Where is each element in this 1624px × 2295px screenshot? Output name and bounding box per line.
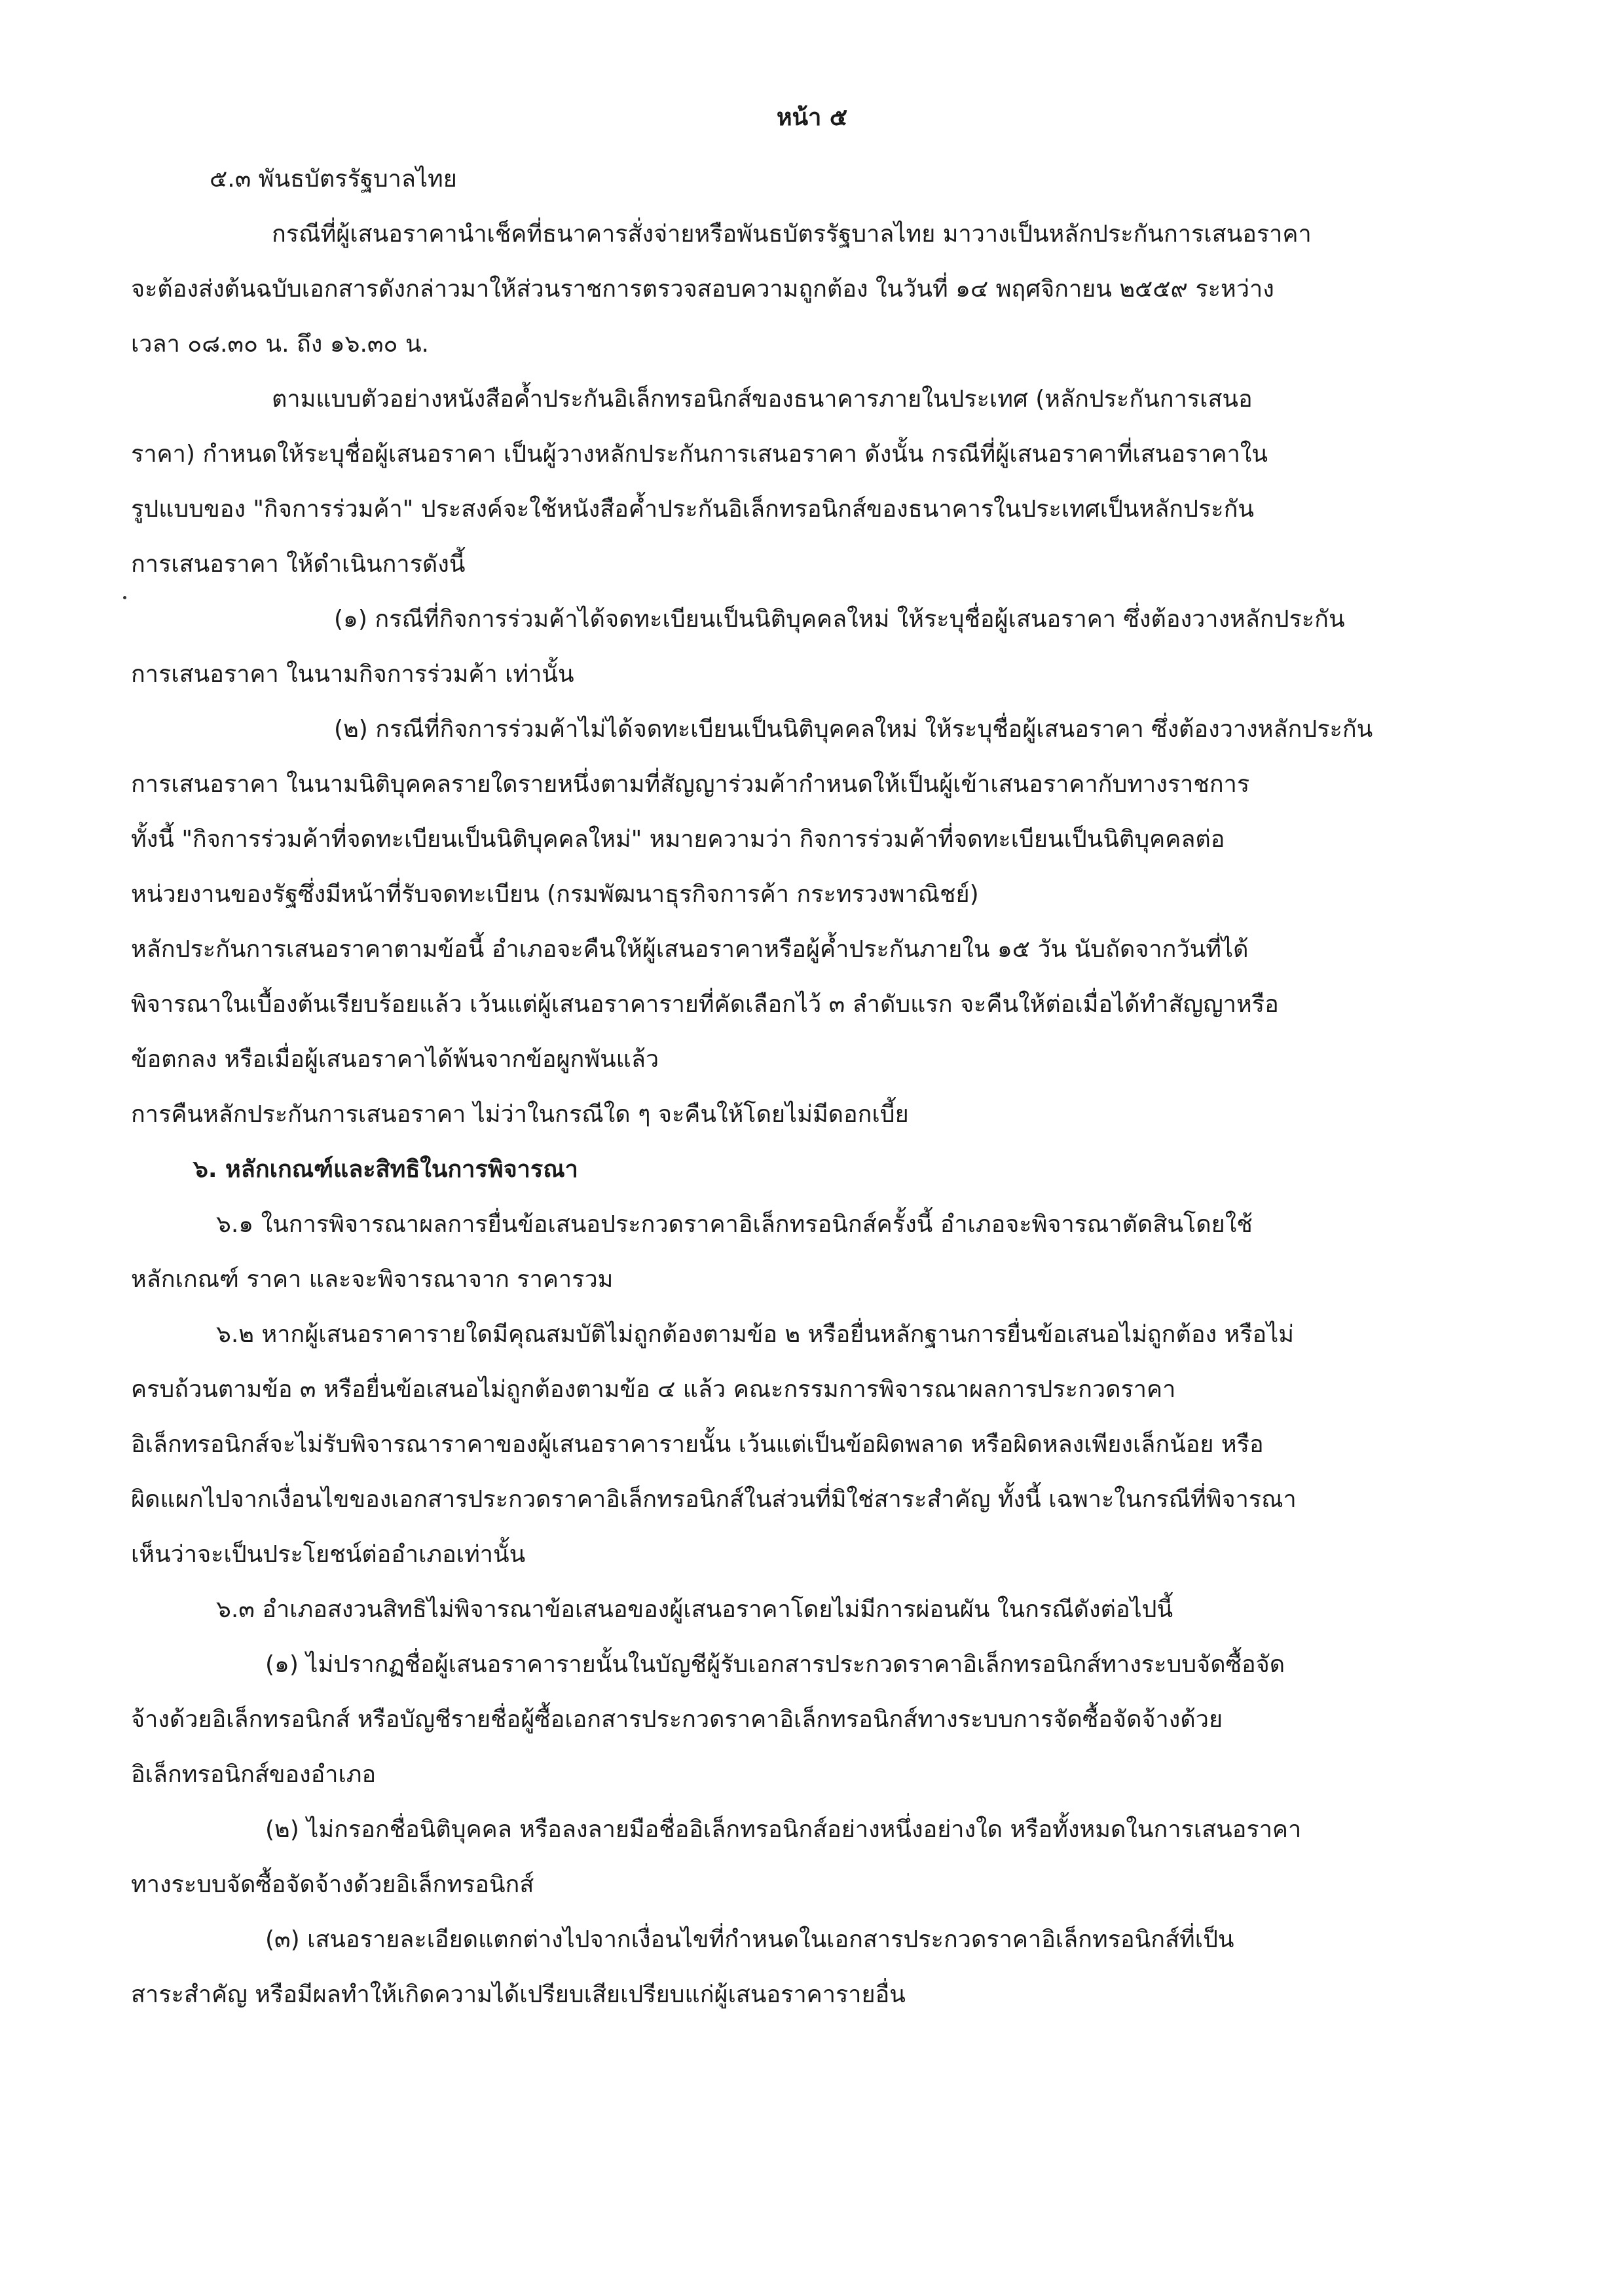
text-line: (๓) เสนอรายละเอียดแตกต่างไปจากเงื่อนไขที่กำหนดในเอกสารประกวดราคาอิเล็กทรอนิกส์ที่เป็น (265, 1926, 1234, 1953)
text-line: อิเล็กทรอนิกส์ของอำเภอ (131, 1761, 377, 1788)
section-heading-line: ๖. หลักเกณฑ์และสิทธิในการพิจารณา (193, 1156, 578, 1183)
text-line: รูปแบบของ "กิจการร่วมค้า" ประสงค์จะใช้หนังสือค้ำประกันอิเล็กทรอนิกส์ของธนาคารในประเทศเป็นหลักประกัน (131, 496, 1255, 523)
text-line: ๖.๑ ในการพิจารณาผลการยื่นข้อเสนอประกวดราคาอิเล็กทรอนิกส์ครั้งนี้ อำเภอจะพิจารณาตัดสินโดยใช้ (216, 1211, 1253, 1238)
text-line: จ้างด้วยอิเล็กทรอนิกส์ หรือบัญชีรายชื่อผู้ซื้อเอกสารประกวดราคาอิเล็กทรอนิกส์ทางระบบการจัดซื้อจัดจ้างด้วย (131, 1706, 1223, 1733)
text-line: (๒) ไม่กรอกชื่อนิติบุคคล หรือลงลายมือชื่ออิเล็กทรอนิกส์อย่างหนึ่งอย่างใด หรือทั้งหมดในการเสนอราคา (265, 1816, 1302, 1843)
text-line: เวลา ๐๘.๓๐ น. ถึง ๑๖.๓๐ น. (131, 331, 429, 358)
text-line: ตามแบบตัวอย่างหนังสือค้ำประกันอิเล็กทรอนิกส์ของธนาคารภายในประเทศ (หลักประกันการเสนอ (272, 386, 1253, 413)
text-line: การคืนหลักประกันการเสนอราคา ไม่ว่าในกรณีใด ๆ จะคืนให้โดยไม่มีดอกเบี้ย (131, 1101, 909, 1128)
text-line: หลักประกันการเสนอราคาตามข้อนี้ อำเภอจะคืนให้ผู้เสนอราคาหรือผู้ค้ำประกันภายใน ๑๕ วัน นับถัดจากวันที่ได้ (131, 936, 1249, 963)
text-line: หลักเกณฑ์ ราคา และจะพิจารณาจาก ราคารวม (131, 1266, 614, 1293)
text-line: (๑) กรณีที่กิจการร่วมค้าได้จดทะเบียนเป็นนิติบุคคลใหม่ ให้ระบุชื่อผู้เสนอราคา ซึ่งต้องวางหลักประกัน (334, 606, 1345, 633)
text-line: ราคา) กำหนดให้ระบุชื่อผู้เสนอราคา เป็นผู้วางหลักประกันการเสนอราคา ดังนั้น กรณีที่ผู้เสนอราคาที่เสนอราคาใน (131, 441, 1268, 468)
text-line: เห็นว่าจะเป็นประโยชน์ต่ออำเภอเท่านั้น (131, 1541, 526, 1568)
text-line: อิเล็กทรอนิกส์จะไม่รับพิจารณาราคาของผู้เสนอราคารายนั้น เว้นแต่เป็นข้อผิดพลาด หรือผิดหลงเพียงเล็กน้อย หรือ (131, 1431, 1264, 1458)
text-line: สาระสำคัญ หรือมีผลทำให้เกิดความได้เปรียบเสียเปรียบแก่ผู้เสนอราคารายอื่น (131, 1981, 906, 2008)
text-line: ๕.๓ พันธบัตรรัฐบาลไทย (210, 166, 457, 193)
text-line: ทางระบบจัดซื้อจัดจ้างด้วยอิเล็กทรอนิกส์ (131, 1871, 534, 1898)
text-line: จะต้องส่งต้นฉบับเอกสารดังกล่าวมาให้ส่วนราชการตรวจสอบความถูกต้อง ในวันที่ ๑๔ พฤศจิกายน ๒๕๕๙ ระหว่าง (131, 276, 1274, 303)
text-line: พิจารณาในเบื้องต้นเรียบร้อยแล้ว เว้นแต่ผู้เสนอราคารายที่คัดเลือกไว้ ๓ ลำดับแรก จะคืนให้ต่อเมื่อได้ทำสัญญาหรือ (131, 991, 1279, 1018)
text-line: ผิดแผกไปจากเงื่อนไขของเอกสารประกวดราคาอิเล็กทรอนิกส์ในส่วนที่มิใช่สาระสำคัญ ทั้งนี้ เฉพาะในกรณีที่พิจารณา (131, 1486, 1297, 1513)
text-line: หน่วยงานของรัฐซึ่งมีหน้าที่รับจดทะเบียน (กรมพัฒนาธุรกิจการค้า กระทรวงพาณิชย์) (131, 881, 979, 908)
text-line: ๖.๒ หากผู้เสนอราคารายใดมีคุณสมบัติไม่ถูกต้องตามข้อ ๒ หรือยื่นหลักฐานการยื่นข้อเสนอไม่ถูกต้อง หรือไม่ (216, 1321, 1295, 1348)
text-line: การเสนอราคา ให้ดำเนินการดังนี้ (131, 551, 466, 578)
text-line: กรณีที่ผู้เสนอราคานำเช็คที่ธนาคารสั่งจ่ายหรือพันธบัตรรัฐบาลไทย มาวางเป็นหลักประกันการเสนอราคา (272, 221, 1312, 248)
text-line: การเสนอราคา ในนามนิติบุคคลรายใดรายหนึ่งตามที่สัญญาร่วมค้ากำหนดให้เป็นผู้เข้าเสนอราคากับทางราชการ (131, 771, 1250, 798)
text-line: ครบถ้วนตามข้อ ๓ หรือยื่นข้อเสนอไม่ถูกต้องตามข้อ ๔ แล้ว คณะกรรมการพิจารณาผลการประกวดราคา (131, 1376, 1176, 1403)
margin-mark (123, 596, 126, 599)
document-body (131, 152, 1519, 2023)
text-line: ทั้งนี้ "กิจการร่วมค้าที่จดทะเบียนเป็นนิติบุคคลใหม่" หมายความว่า กิจการร่วมค้าที่จดทะเบียนเป็นนิติบุคคลต่อ (131, 826, 1225, 853)
text-line: การเสนอราคา ในนามกิจการร่วมค้า เท่านั้น (131, 661, 574, 688)
text-line: ข้อตกลง หรือเมื่อผู้เสนอราคาได้พ้นจากข้อผูกพันแล้ว (131, 1046, 659, 1073)
text-line: (๑) ไม่ปรากฏชื่อผู้เสนอราคารายนั้นในบัญชีผู้รับเอกสารประกวดราคาอิเล็กทรอนิกส์ทางระบบจัดซื้อจัด (265, 1651, 1285, 1678)
page-number-heading: หน้า ๕ (776, 104, 848, 131)
text-line: ๖.๓ อำเภอสงวนสิทธิไม่พิจารณาข้อเสนอของผู้เสนอราคาโดยไม่มีการผ่อนผัน ในกรณีดังต่อไปนี้ (216, 1596, 1173, 1623)
text-line: (๒) กรณีที่กิจการร่วมค้าไม่ได้จดทะเบียนเป็นนิติบุคคลใหม่ ให้ระบุชื่อผู้เสนอราคา ซึ่งต้องวางหลักประกัน (334, 716, 1373, 743)
